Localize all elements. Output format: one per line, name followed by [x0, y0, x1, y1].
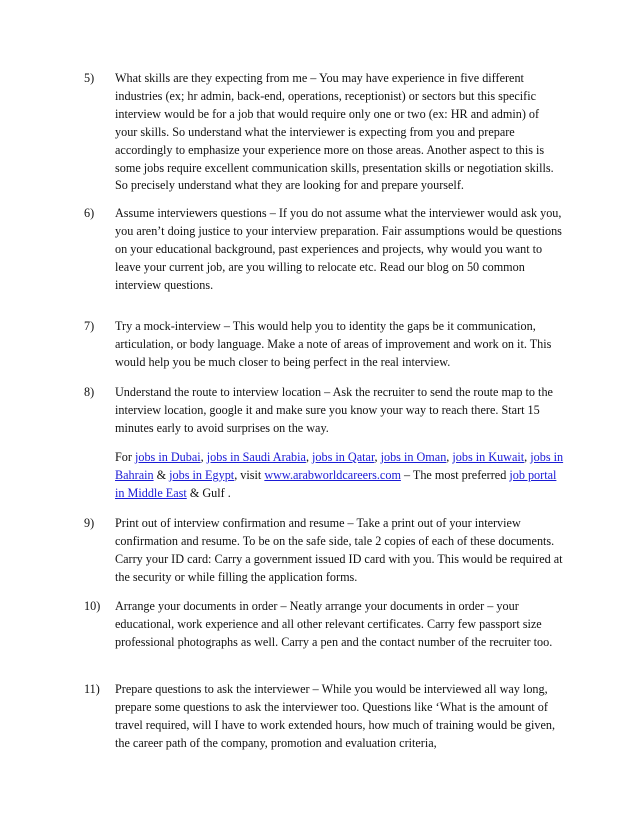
- links-separator: , visit: [234, 467, 265, 482]
- item-number: 11): [84, 682, 100, 696]
- link-arabworldcareers-site[interactable]: www.arabworldcareers.com: [264, 467, 401, 482]
- item-text: Try a mock-interview – This would help you to identity the gaps be it communication, articulation, or body language. Make a note of areas of improvement and work on it. This would help you be much closer to being perfect in the real interview.: [115, 319, 552, 369]
- list-item-11: [84, 681, 564, 753]
- list-item-9: [84, 515, 564, 587]
- links-separator: &: [153, 467, 170, 482]
- item-number: 6): [84, 206, 95, 220]
- item-number: 10): [84, 599, 101, 613]
- links-separator: ,: [200, 449, 207, 464]
- item-number: 8): [84, 385, 95, 399]
- list-item-7: [84, 318, 564, 372]
- item-text: Understand the route to interview location – Ask the recruiter to send the route map to the interview location, google it and make sure you know your way to reach there. Start 15 minutes early to avoid surprises on the way.: [115, 385, 553, 435]
- item-text: Print out of interview confirmation and resume – Take a print out of your interview confirmation and resume. To be on the safe side, tale 2 copies of each of these documents. Carry your ID card: Carry a government issued ID card with you. This would be required at the security or while filling the application forms.: [115, 516, 563, 584]
- list-item-5: [84, 70, 564, 195]
- list-item-10: [84, 598, 564, 652]
- links-suffix: & Gulf .: [186, 485, 231, 500]
- links-prefix: For: [115, 449, 135, 464]
- links-separator: ,: [446, 449, 453, 464]
- item-text: What skills are they expecting from me – You may have experience in five different industries (ex; hr admin, back-end, operations, receptionist) or sectors but this specific interview would be for a job that would require only one or two (ex: HR and admin) of your skills. So understand what the interviewer is expecting from you and prepare accordingly to emphasize your experience more on those areas. Another aspect to this is some jobs require excellent communication skills, presentation skills or negotiation skills. So precisely understand what they are looking for and prepare yourself.: [115, 71, 554, 193]
- link-job-portal-middle-east[interactable]: job portal in Middle East: [115, 467, 557, 500]
- item-text: Arrange your documents in order – Neatly arrange your documents in order – your educational, work experience and all other relevant certificates. Carry few passport size professional photographs as well. Carry a pen and the contact number of the recruiter too.: [115, 599, 553, 649]
- link-jobs-in-qatar[interactable]: jobs in Qatar: [312, 449, 375, 464]
- links-separator: – The most preferred: [400, 467, 510, 482]
- list-item-6: [84, 205, 564, 295]
- link-jobs-in-saudi-arabia[interactable]: jobs in Saudi Arabia: [206, 449, 306, 464]
- item-number: 5): [84, 71, 95, 85]
- links-separator: ,: [305, 449, 313, 464]
- item-text: Assume interviewers questions – If you do not assume what the interviewer would ask you, you aren’t doing justice to your interview preparation. Fair assumptions would be questions on your educational background, past experiences and projects, why would you want to leave your current job, are you willing to relocate etc. Read our blog on 50 common interview questions.: [115, 206, 562, 292]
- links-separator: ,: [524, 449, 531, 464]
- link-jobs-in-egypt[interactable]: jobs in Egypt: [169, 467, 235, 482]
- job-links-paragraph: [115, 449, 564, 503]
- item-number: 7): [84, 319, 95, 333]
- link-jobs-in-kuwait[interactable]: jobs in Kuwait: [452, 449, 525, 464]
- links-separator: ,: [374, 449, 381, 464]
- link-jobs-in-oman[interactable]: jobs in Oman: [380, 449, 447, 464]
- item-number: 9): [84, 516, 95, 530]
- link-jobs-in-bahrain[interactable]: jobs in Bahrain: [115, 449, 564, 482]
- item-text: Prepare questions to ask the interviewer – While you would be interviewed all way long, prepare some questions to ask the interviewer too. Questions like ‘What is the amount of travel required, will I have to work extended hours, how much of training would be given, the career path of the company, promotion and evaluation criteria,: [115, 682, 555, 750]
- list-item-8: [84, 384, 564, 502]
- link-jobs-in-dubai[interactable]: jobs in Dubai: [134, 449, 201, 464]
